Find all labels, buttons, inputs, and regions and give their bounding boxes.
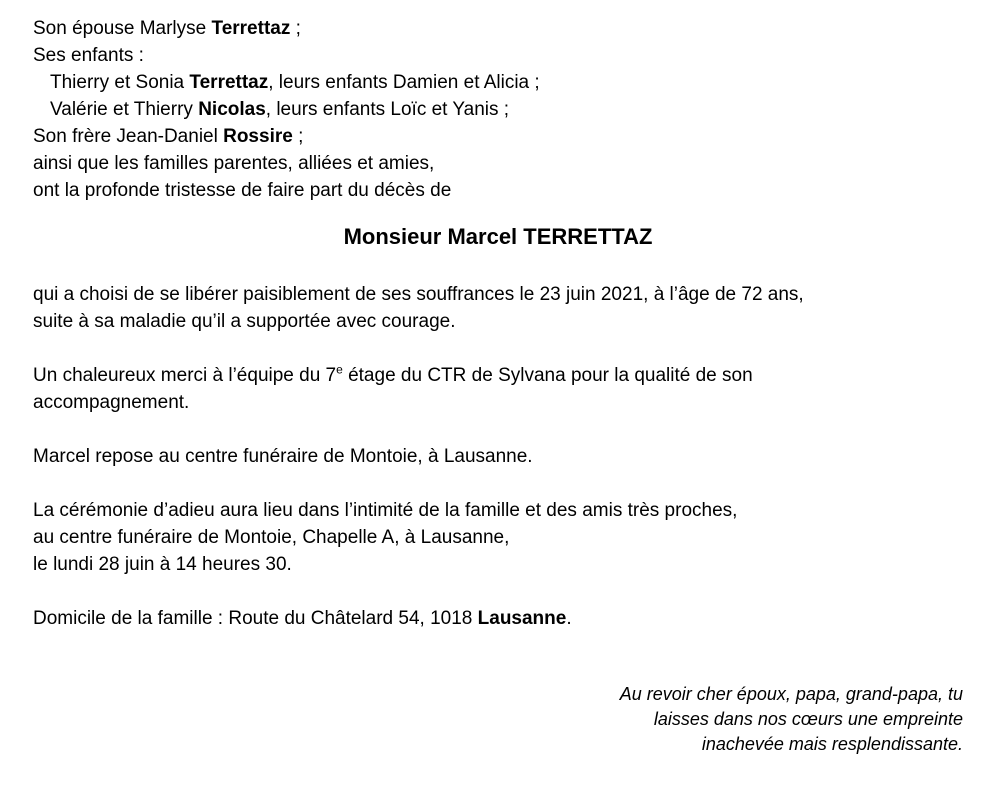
farewell-line-2: laisses dans nos cœurs une empreinte — [653, 709, 963, 729]
thanks-line-1-post: étage du CTR de Sylvana pour la qualité de son — [342, 365, 753, 386]
children-header-line: Ses enfants : — [33, 45, 144, 66]
deceased-name: Monsieur Marcel TERRETTAZ — [343, 224, 653, 249]
ceremony-line-1: La cérémonie d’adieu aura lieu dans l’intimité de la famille et des amis très proches, — [33, 500, 738, 521]
family-home-line — [33, 605, 963, 632]
spouse-line-post: ; — [290, 18, 301, 39]
thanks-line-2: accompagnement. — [33, 392, 190, 413]
child-line-2 — [33, 96, 963, 123]
repose-paragraph — [33, 443, 963, 470]
child-line-1-post: , leurs enfants Damien et Alicia ; — [268, 72, 540, 93]
brother-surname: Rossire — [223, 126, 293, 147]
family-home-pre: Domicile de la famille : Route du Châtelard 54, 1018 — [33, 608, 478, 629]
brother-line-post: ; — [292, 126, 304, 147]
thanks-line-1 — [33, 362, 963, 389]
child-line-2-post: , leurs enfants Loïc et Yanis ; — [265, 99, 510, 120]
family-home-paragraph — [33, 605, 963, 632]
brother-line-pre: Son frère Jean-Daniel — [33, 126, 224, 147]
family-announcement — [33, 15, 963, 204]
ordinal-superscript: e — [336, 362, 343, 377]
sadness-line: ont la profonde tristesse de faire part du décès de — [33, 180, 452, 201]
child-line-2-surname: Nicolas — [198, 99, 266, 120]
brother-line — [33, 123, 963, 150]
ceremony-line-3: le lundi 28 juin à 14 heures 30. — [33, 554, 292, 575]
farewell-quote — [33, 682, 963, 757]
death-line-2: suite à sa maladie qu’il a supportée avec courage. — [33, 311, 456, 332]
repose-line: Marcel repose au centre funéraire de Montoie, à Lausanne. — [33, 446, 533, 467]
child-line-1 — [33, 69, 963, 96]
child-line-1-pre: Thierry et Sonia — [50, 72, 190, 93]
death-line-1: qui a choisi de se libérer paisiblement de ses souffrances le 23 juin 2021, à l’âge de 72 ans, — [33, 284, 804, 305]
farewell-line-3: inachevée mais resplendissante. — [701, 734, 963, 754]
death-paragraph — [33, 281, 963, 335]
child-line-2-pre: Valérie et Thierry — [50, 99, 199, 120]
spouse-line — [33, 15, 963, 42]
thanks-line-1-pre: Un chaleureux merci à l’équipe du 7 — [33, 365, 337, 386]
ceremony-paragraph — [33, 497, 963, 578]
families-line: ainsi que les familles parentes, alliées et amies, — [33, 153, 435, 174]
child-line-1-surname: Terrettaz — [189, 72, 269, 93]
ceremony-line-2: au centre funéraire de Montoie, Chapelle A, à Lausanne, — [33, 527, 510, 548]
thanks-paragraph — [33, 362, 963, 416]
family-home-city: Lausanne — [477, 608, 567, 629]
farewell-line-1: Au revoir cher époux, papa, grand-papa, tu — [619, 684, 963, 704]
spouse-line-pre: Son épouse Marlyse — [33, 18, 212, 39]
family-home-post: . — [566, 608, 572, 629]
spouse-surname: Terrettaz — [211, 18, 291, 39]
